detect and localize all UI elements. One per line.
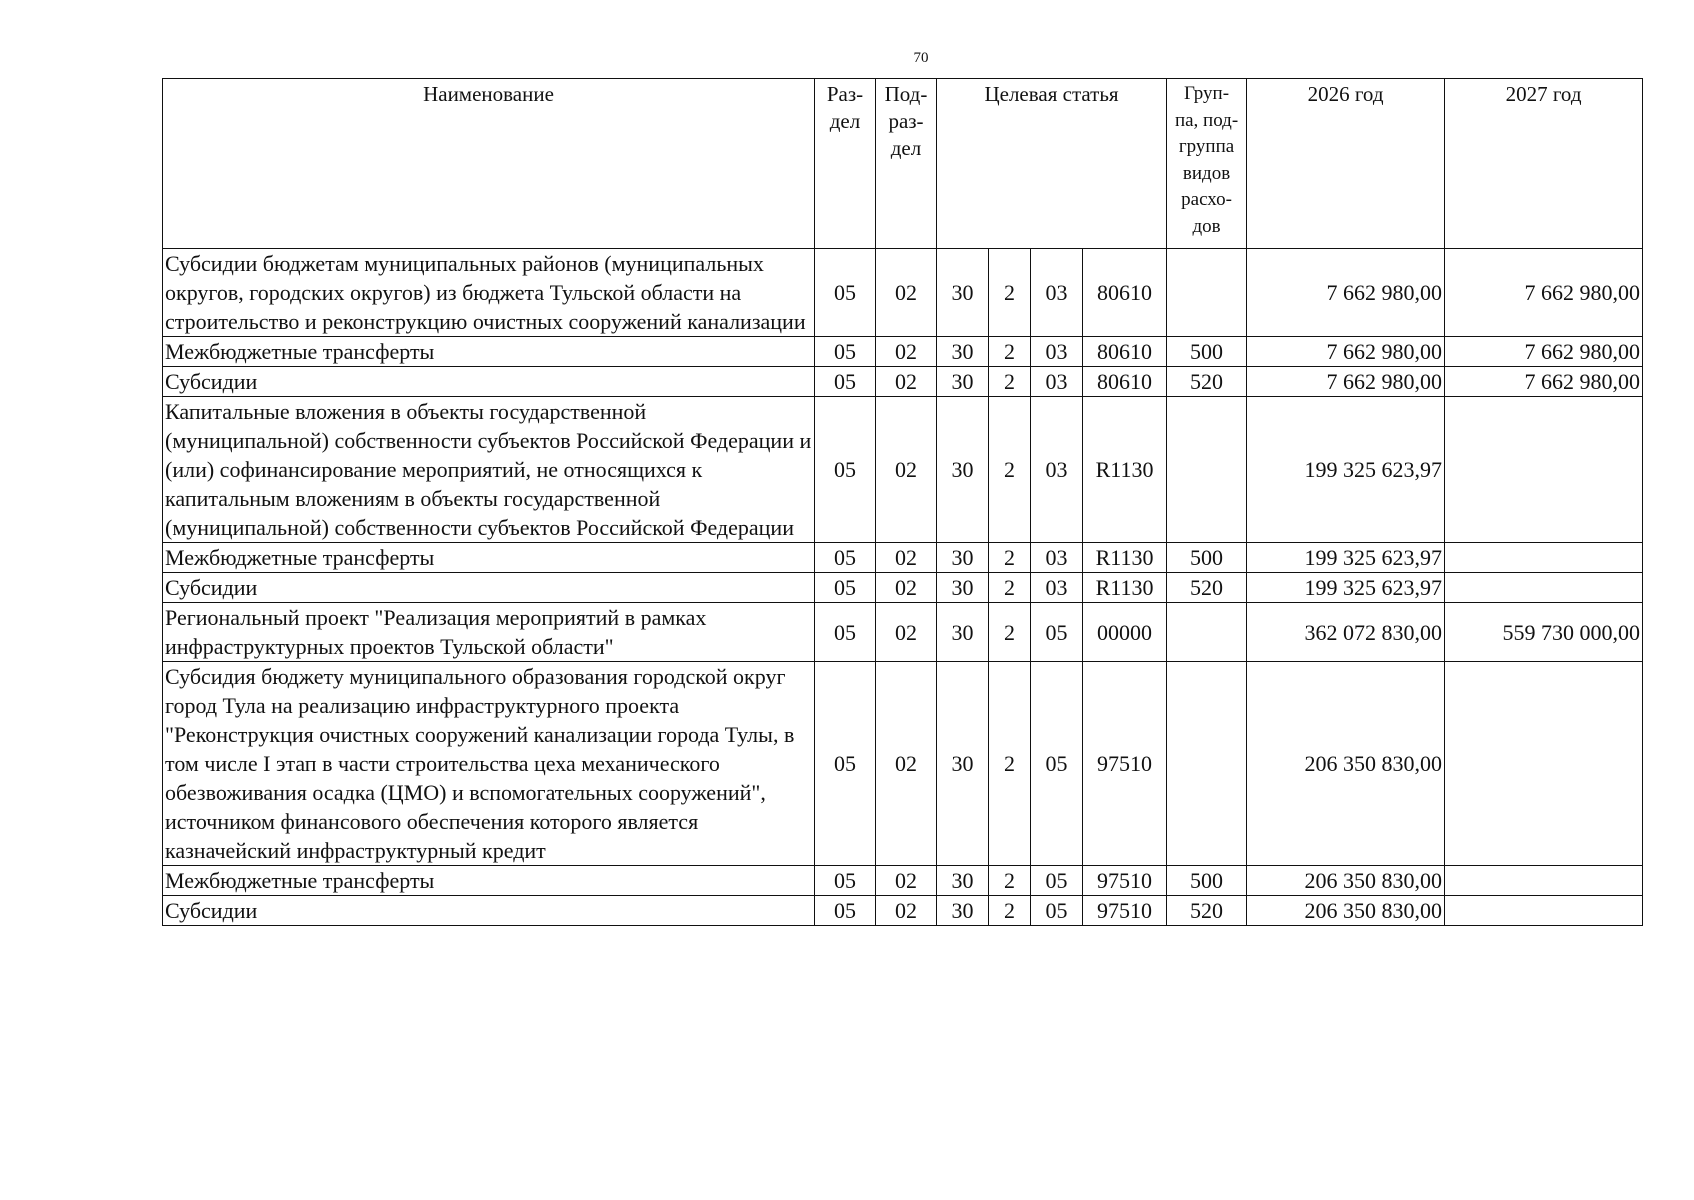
row-name: Субсидии [163, 367, 815, 397]
table-row [163, 662, 1643, 866]
row-target-subprogram: 05 [1031, 603, 1083, 662]
row-amount-2027: 7 662 980,00 [1445, 337, 1643, 367]
row-target-type: 2 [989, 662, 1031, 866]
row-amount-2026: 7 662 980,00 [1247, 367, 1445, 397]
row-razdel: 05 [815, 573, 876, 603]
row-amount-2027: 7 662 980,00 [1445, 367, 1643, 397]
row-razdel: 05 [815, 337, 876, 367]
row-target-program: 30 [937, 573, 989, 603]
row-amount-2026: 199 325 623,97 [1247, 543, 1445, 573]
row-razdel: 05 [815, 896, 876, 926]
table-row [163, 603, 1643, 662]
row-target-direction: 80610 [1083, 367, 1167, 397]
header-name: Наименование [163, 79, 815, 249]
row-target-type: 2 [989, 896, 1031, 926]
row-expense-group [1167, 249, 1247, 337]
header-year-2026: 2026 год [1247, 79, 1445, 249]
budget-table [162, 78, 1643, 926]
row-amount-2026: 7 662 980,00 [1247, 337, 1445, 367]
row-target-program: 30 [937, 603, 989, 662]
row-razdel: 05 [815, 543, 876, 573]
row-target-direction: 97510 [1083, 866, 1167, 896]
row-name: Межбюджетные трансферты [163, 337, 815, 367]
row-podrazdel: 02 [876, 367, 937, 397]
row-amount-2027 [1445, 662, 1643, 866]
row-target-program: 30 [937, 367, 989, 397]
row-amount-2026: 7 662 980,00 [1247, 249, 1445, 337]
row-name: Субсидии бюджетам муниципальных районов (муниципальных округов, городских округов) из бюджета Тульской области на строительство и реконструкцию очистных сооружений канализации [163, 249, 815, 337]
table-row [163, 866, 1643, 896]
table-row [163, 573, 1643, 603]
row-target-direction: R1130 [1083, 397, 1167, 543]
row-amount-2026: 206 350 830,00 [1247, 662, 1445, 866]
row-expense-group: 500 [1167, 543, 1247, 573]
row-target-direction: 00000 [1083, 603, 1167, 662]
row-podrazdel: 02 [876, 662, 937, 866]
row-target-program: 30 [937, 866, 989, 896]
row-podrazdel: 02 [876, 543, 937, 573]
row-podrazdel: 02 [876, 573, 937, 603]
table-header-row [163, 79, 1643, 249]
table-row [163, 397, 1643, 543]
row-target-direction: 97510 [1083, 662, 1167, 866]
page-number: 70 [913, 50, 929, 66]
row-target-program: 30 [937, 337, 989, 367]
row-target-subprogram: 05 [1031, 662, 1083, 866]
row-target-program: 30 [937, 543, 989, 573]
row-target-type: 2 [989, 573, 1031, 603]
row-expense-group: 520 [1167, 367, 1247, 397]
row-target-direction: 80610 [1083, 249, 1167, 337]
row-name: Капитальные вложения в объекты государственной (муниципальной) собственности субъектов Российской Федерации и (или) софинансирование мероприятий, не относящихся к капитальным вложениям в объекты государственной (муниципальной) собственности субъектов Российской Федерации [163, 397, 815, 543]
row-amount-2026: 206 350 830,00 [1247, 866, 1445, 896]
row-target-program: 30 [937, 896, 989, 926]
row-target-subprogram: 03 [1031, 249, 1083, 337]
table-row [163, 896, 1643, 926]
row-amount-2026: 206 350 830,00 [1247, 896, 1445, 926]
row-target-type: 2 [989, 397, 1031, 543]
row-razdel: 05 [815, 249, 876, 337]
row-expense-group: 520 [1167, 896, 1247, 926]
row-target-type: 2 [989, 337, 1031, 367]
row-expense-group [1167, 397, 1247, 543]
row-podrazdel: 02 [876, 249, 937, 337]
row-target-type: 2 [989, 603, 1031, 662]
row-target-subprogram: 03 [1031, 543, 1083, 573]
row-name: Межбюджетные трансферты [163, 866, 815, 896]
row-razdel: 05 [815, 866, 876, 896]
row-target-type: 2 [989, 543, 1031, 573]
row-razdel: 05 [815, 603, 876, 662]
header-razdel: Раз- дел [815, 79, 876, 249]
table-row [163, 367, 1643, 397]
row-target-type: 2 [989, 866, 1031, 896]
row-expense-group: 500 [1167, 866, 1247, 896]
row-target-program: 30 [937, 397, 989, 543]
row-target-subprogram: 03 [1031, 337, 1083, 367]
row-name: Субсидии [163, 896, 815, 926]
row-podrazdel: 02 [876, 896, 937, 926]
row-expense-group [1167, 662, 1247, 866]
row-amount-2026: 199 325 623,97 [1247, 397, 1445, 543]
row-target-subprogram: 03 [1031, 397, 1083, 543]
row-amount-2027 [1445, 397, 1643, 543]
row-name: Межбюджетные трансферты [163, 543, 815, 573]
row-amount-2026: 362 072 830,00 [1247, 603, 1445, 662]
row-name: Субсидии [163, 573, 815, 603]
row-podrazdel: 02 [876, 337, 937, 367]
row-target-subprogram: 03 [1031, 573, 1083, 603]
row-amount-2027 [1445, 543, 1643, 573]
row-razdel: 05 [815, 367, 876, 397]
row-razdel: 05 [815, 397, 876, 543]
row-name: Региональный проект "Реализация мероприятий в рамках инфраструктурных проектов Тульской области" [163, 603, 815, 662]
row-podrazdel: 02 [876, 603, 937, 662]
header-podrazdel: Под- раз- дел [876, 79, 937, 249]
row-target-type: 2 [989, 249, 1031, 337]
row-target-program: 30 [937, 662, 989, 866]
table-row [163, 249, 1643, 337]
row-target-subprogram: 03 [1031, 367, 1083, 397]
row-expense-group [1167, 603, 1247, 662]
row-amount-2027 [1445, 573, 1643, 603]
row-target-direction: R1130 [1083, 573, 1167, 603]
row-target-subprogram: 05 [1031, 896, 1083, 926]
row-amount-2027: 7 662 980,00 [1445, 249, 1643, 337]
header-year-2027: 2027 год [1445, 79, 1643, 249]
row-target-type: 2 [989, 367, 1031, 397]
table-row [163, 543, 1643, 573]
row-target-direction: 97510 [1083, 896, 1167, 926]
table-row [163, 337, 1643, 367]
row-razdel: 05 [815, 662, 876, 866]
row-amount-2026: 199 325 623,97 [1247, 573, 1445, 603]
row-expense-group: 500 [1167, 337, 1247, 367]
row-target-direction: R1130 [1083, 543, 1167, 573]
header-expense-group: Груп- па, под- группа видов расхо- дов [1167, 79, 1247, 249]
header-target-article: Целевая статья [937, 79, 1167, 249]
row-target-program: 30 [937, 249, 989, 337]
row-podrazdel: 02 [876, 397, 937, 543]
row-amount-2027 [1445, 896, 1643, 926]
row-name: Субсидия бюджету муниципального образования городской округ город Тула на реализацию инфраструктурного проекта "Реконструкция очистных сооружений канализации города Тулы, в том числе I этап в части строительства цеха механического обезвоживания осадка (ЦМО) и вспомогательных сооружений", источником финансового обеспечения которого является казначейский инфраструктурный кредит [163, 662, 815, 866]
row-target-subprogram: 05 [1031, 866, 1083, 896]
row-amount-2027 [1445, 866, 1643, 896]
row-target-direction: 80610 [1083, 337, 1167, 367]
row-podrazdel: 02 [876, 866, 937, 896]
row-expense-group: 520 [1167, 573, 1247, 603]
row-amount-2027: 559 730 000,00 [1445, 603, 1643, 662]
